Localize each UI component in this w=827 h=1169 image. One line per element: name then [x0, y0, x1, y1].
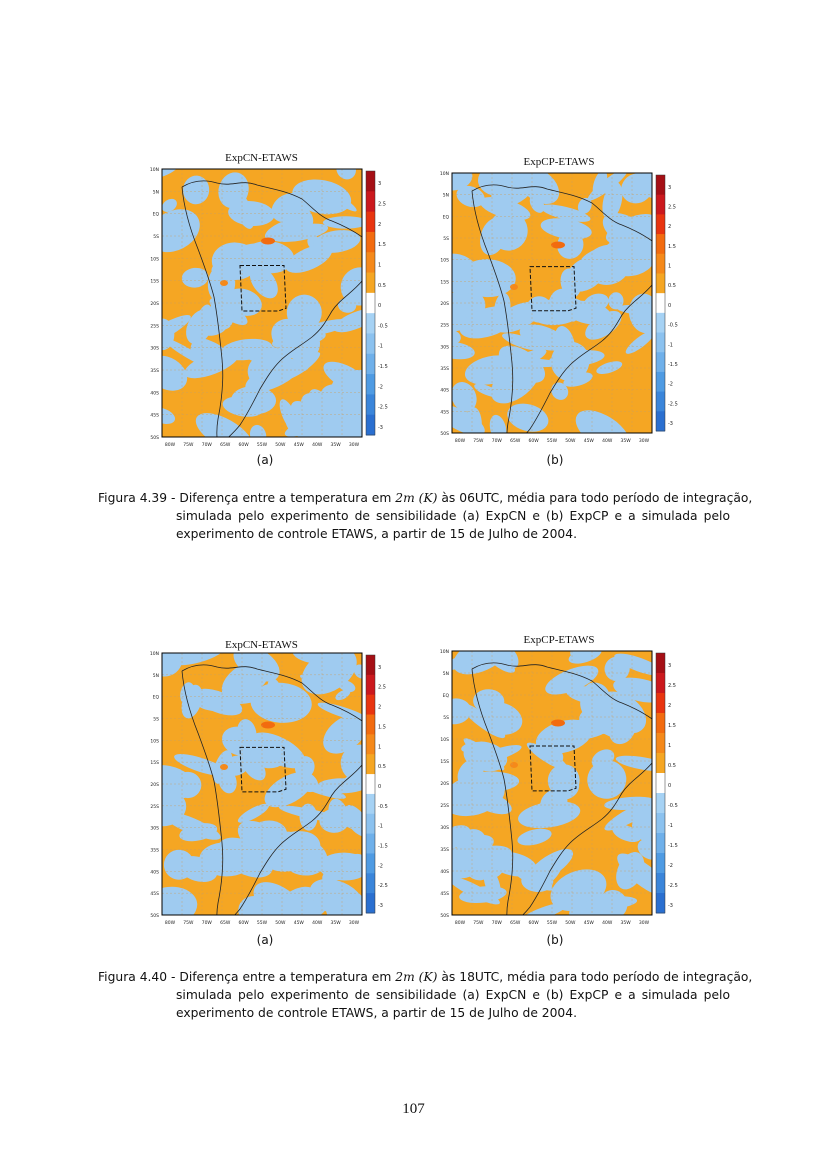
colorbar-tick-label: 0: [378, 303, 382, 310]
colorbar-segment: [366, 273, 375, 294]
colorbar-segment: [366, 252, 375, 273]
colorbar-segment: [656, 753, 665, 774]
lon-tick-label: 70W: [201, 921, 212, 926]
caption-math: 2m (K): [395, 491, 438, 505]
colorbar-segment: [366, 171, 375, 192]
colorbar-tick-label: 1: [378, 262, 382, 269]
lat-tick-label: 45S: [440, 892, 449, 897]
colorbar-tick-label: 1.5: [378, 242, 386, 249]
colorbar-segment: [366, 333, 375, 354]
colorbar-segment: [366, 212, 375, 233]
lat-tick-label: 35S: [150, 369, 159, 374]
panel-label: (a): [256, 933, 274, 947]
panel-title: ExpCP-ETAWS: [523, 156, 595, 168]
colorbar-tick-label: -2.5: [378, 883, 388, 890]
colorbar-segment: [656, 273, 665, 293]
map-area: [430, 649, 675, 935]
colorbar-tick-label: 0.5: [378, 764, 386, 771]
lon-tick-label: 50W: [565, 921, 576, 926]
colorbar-segment: [656, 833, 665, 854]
colorbar-segment: [366, 374, 375, 395]
colorbar-tick-label: 2: [668, 224, 672, 231]
colorbar-segment: [366, 293, 375, 314]
caption-text: Diferença entre a temperatura em: [179, 970, 392, 984]
colorbar-tick-label: -2: [668, 381, 673, 388]
colorbar-segment: [656, 813, 665, 834]
colorbar-segment: [366, 191, 375, 212]
colorbar-segment: [366, 853, 375, 873]
colorbar-tick-label: -1: [668, 342, 673, 349]
lon-tick-label: 55W: [546, 439, 558, 444]
colorbar-tick-label: -1: [378, 343, 383, 350]
colorbar-tick-label: -1.5: [378, 843, 388, 850]
lat-tick-label: EQ: [442, 694, 449, 699]
colorbar-segment: [656, 254, 665, 274]
panel-title: ExpCN-ETAWS: [225, 639, 298, 651]
lon-tick-label: 30W: [348, 443, 360, 448]
colorbar-tick-label: 0.5: [668, 283, 676, 290]
panel-title: ExpCP-ETAWS: [523, 634, 595, 646]
lon-tick-label: 40W: [602, 439, 613, 444]
lat-tick-label: 25S: [440, 323, 449, 329]
colorbar-tick-label: -3: [378, 903, 383, 910]
colorbar-tick-label: -2: [668, 863, 673, 869]
colorbar-segment: [366, 394, 375, 415]
colorbar-tick-label: 1: [668, 263, 672, 270]
lat-tick-label: EQ: [152, 212, 159, 218]
lat-tick-label: 15S: [150, 279, 159, 285]
colorbar-segment: [656, 773, 665, 794]
lat-tick-label: 5S: [443, 716, 449, 721]
colorbar-tick-label: 3: [668, 663, 672, 669]
colorbar-segment: [366, 754, 375, 774]
colorbar-segment: [656, 873, 665, 894]
lat-tick-label: 15S: [440, 760, 449, 765]
colorbar-segment: [656, 853, 665, 874]
colorbar-tick-label: 0: [378, 783, 382, 790]
lat-tick-label: 10S: [150, 739, 159, 745]
colorbar-tick-label: 2.5: [378, 201, 386, 208]
colorbar-segment: [366, 873, 375, 893]
lat-tick-label: 5N: [152, 673, 159, 679]
lat-tick-label: 5S: [153, 717, 159, 723]
lat-tick-label: 5N: [152, 190, 159, 196]
caption-text: às 06UTC, média para todo período de integração,: [441, 491, 753, 505]
colorbar-segment: [366, 794, 375, 814]
lat-tick-label: 35S: [440, 848, 449, 853]
map-area: [140, 651, 386, 935]
panel-label: (b): [546, 453, 564, 467]
colorbar-tick-label: -0.5: [668, 803, 678, 809]
lat-tick-label: 20S: [440, 302, 449, 307]
warm-anomaly-spot: [510, 284, 518, 290]
colorbar-tick-label: -0.5: [378, 803, 388, 810]
figure-4-39-panel-b: [430, 156, 685, 472]
lat-tick-label: EQ: [442, 215, 449, 221]
colorbar-segment: [366, 313, 375, 334]
caption-label: Figura 4.40 -: [98, 970, 176, 984]
figure-4-39-panel-a: [140, 152, 395, 472]
caption-text: simulada pelo experimento de sensibilidade (a) ExpCN e (b) ExpCP e a simulada pelo experimento de controle ETAWS, a partir de 15 de Julho de 2004.: [176, 509, 730, 541]
lat-tick-label: 30S: [440, 826, 449, 831]
colorbar-tick-label: -3: [378, 424, 383, 431]
lon-tick-label: 80W: [164, 443, 176, 448]
colorbar-segment: [656, 293, 665, 313]
lat-tick-label: 30S: [150, 346, 159, 352]
colorbar-segment: [366, 695, 375, 715]
colorbar-segment: [656, 175, 665, 195]
colorbar-segment: [656, 372, 665, 392]
colorbar-segment: [366, 814, 375, 834]
lat-tick-label: 10N: [149, 168, 159, 173]
lon-tick-label: 35W: [620, 439, 631, 444]
lat-tick-label: 5N: [442, 193, 449, 199]
lon-tick-label: 50W: [275, 443, 286, 448]
lon-tick-label: 50W: [565, 439, 576, 444]
lat-tick-label: 5S: [443, 237, 449, 242]
lat-tick-label: 25S: [150, 324, 159, 330]
colorbar-tick-label: 2.5: [378, 684, 386, 691]
colorbar-segment: [656, 733, 665, 754]
colorbar-segment: [366, 655, 375, 675]
lat-tick-label: 20S: [150, 783, 159, 788]
caption-label: Figura 4.39 -: [98, 491, 176, 505]
lon-tick-label: 40W: [312, 921, 323, 926]
colorbar-segment: [656, 713, 665, 734]
temperature-difference-map: [430, 649, 685, 935]
lat-tick-label: 20S: [150, 302, 159, 307]
colorbar-tick-label: -1: [668, 823, 673, 829]
lat-tick-label: 50S: [440, 432, 449, 437]
lon-tick-label: 45W: [293, 921, 304, 926]
lat-tick-label: 10S: [440, 258, 449, 264]
colorbar-segment: [656, 893, 665, 914]
temperature-difference-map: [430, 171, 685, 453]
colorbar-segment: [366, 893, 375, 913]
lat-tick-label: 45S: [440, 410, 449, 416]
lon-tick-label: 60W: [528, 439, 539, 444]
lat-tick-label: 40S: [150, 391, 159, 397]
lon-tick-label: 30W: [348, 921, 360, 926]
colorbar-tick-label: -2: [378, 863, 383, 870]
figure-4-40-panel-b: [430, 634, 685, 952]
colorbar-tick-label: 0.5: [378, 282, 386, 289]
lat-tick-label: 50S: [150, 914, 159, 919]
lat-tick-label: 10N: [149, 652, 159, 657]
lat-tick-label: 5N: [442, 672, 449, 677]
lon-tick-label: 80W: [454, 921, 466, 926]
colorbar-tick-label: -0.5: [378, 323, 388, 330]
colorbar-segment: [656, 352, 665, 372]
lon-tick-label: 30W: [638, 921, 650, 926]
lon-tick-label: 35W: [330, 921, 341, 926]
lon-tick-label: 70W: [491, 921, 502, 926]
map-area: [430, 171, 670, 453]
lon-tick-label: 60W: [238, 921, 249, 926]
panel-label: (b): [546, 933, 564, 947]
colorbar-tick-label: 2: [378, 704, 382, 711]
colorbar-tick-label: -0.5: [668, 322, 678, 329]
caption-math: 2m (K): [395, 970, 438, 984]
lon-tick-label: 75W: [473, 439, 484, 444]
lat-tick-label: 45S: [150, 413, 159, 419]
lat-tick-label: EQ: [152, 695, 159, 701]
lat-tick-label: 30S: [440, 345, 449, 351]
lat-tick-label: 50S: [440, 914, 449, 919]
colorbar-segment: [656, 392, 665, 412]
lon-tick-label: 75W: [183, 921, 194, 926]
colorbar-segment: [366, 774, 375, 794]
lat-tick-label: 35S: [150, 848, 159, 854]
colorbar-segment: [366, 415, 375, 436]
colorbar-tick-label: -1.5: [378, 363, 388, 370]
colorbar-tick-label: 2.5: [668, 683, 676, 689]
lon-tick-label: 65W: [510, 439, 521, 444]
lat-tick-label: 40S: [150, 870, 159, 876]
colorbar-tick-label: 1.5: [668, 243, 676, 250]
colorbar-tick-label: 1: [378, 744, 382, 751]
colorbar-tick-label: 2.5: [668, 204, 676, 211]
lon-tick-label: 75W: [183, 443, 194, 448]
lon-tick-label: 30W: [638, 439, 650, 444]
colorbar-segment: [656, 234, 665, 254]
colorbar-tick-label: 1: [668, 743, 672, 749]
colorbar-tick-label: -2.5: [668, 401, 678, 408]
lat-tick-label: 50S: [150, 436, 159, 441]
lat-tick-label: 10S: [150, 257, 159, 263]
warm-anomaly-spot: [261, 722, 275, 729]
lon-tick-label: 70W: [201, 443, 212, 448]
lat-tick-label: 5S: [153, 235, 159, 240]
lat-tick-label: 25S: [440, 804, 449, 809]
colorbar-tick-label: -1.5: [668, 843, 678, 849]
warm-anomaly-spot: [261, 238, 275, 245]
lon-tick-label: 45W: [293, 443, 304, 448]
colorbar-segment: [656, 313, 665, 333]
colorbar-segment: [656, 411, 665, 431]
lon-tick-label: 60W: [238, 443, 249, 448]
colorbar-segment: [366, 834, 375, 854]
colorbar-segment: [656, 693, 665, 714]
figure-4-40-panel-a: [140, 639, 395, 952]
lon-tick-label: 75W: [473, 921, 484, 926]
colorbar-segment: [656, 333, 665, 353]
lat-tick-label: 35S: [440, 367, 449, 372]
lon-tick-label: 65W: [220, 921, 231, 926]
lon-tick-label: 45W: [583, 921, 594, 926]
colorbar-tick-label: 1.5: [378, 724, 386, 731]
lat-tick-label: 40S: [440, 870, 449, 875]
lon-tick-label: 55W: [256, 443, 268, 448]
colorbar-tick-label: -2: [378, 384, 383, 391]
colorbar-tick-label: 2: [378, 221, 382, 228]
lat-tick-label: 10N: [439, 172, 449, 177]
colorbar-tick-label: 3: [668, 184, 672, 191]
colorbar-tick-label: 0: [668, 783, 672, 789]
lon-tick-label: 65W: [510, 921, 521, 926]
lat-tick-label: 30S: [150, 826, 159, 832]
figure-caption: [98, 968, 753, 1022]
lon-tick-label: 35W: [330, 443, 341, 448]
colorbar-segment: [656, 793, 665, 814]
colorbar-tick-label: 0.5: [668, 763, 676, 769]
caption-text: às 18UTC, média para todo período de integração,: [441, 970, 753, 984]
lon-tick-label: 40W: [312, 443, 323, 448]
lat-tick-label: 20S: [440, 782, 449, 787]
lon-tick-label: 80W: [454, 439, 466, 444]
lat-tick-label: 10S: [440, 738, 449, 743]
lon-tick-label: 80W: [164, 921, 176, 926]
lon-tick-label: 40W: [602, 921, 613, 926]
colorbar-segment: [366, 675, 375, 695]
colorbar-tick-label: -3: [668, 421, 673, 428]
colorbar-segment: [656, 653, 665, 674]
colorbar-tick-label: 3: [378, 664, 382, 671]
caption-text: Diferença entre a temperatura em: [179, 491, 392, 505]
colorbar-segment: [656, 195, 665, 215]
colorbar-segment: [656, 214, 665, 234]
warm-anomaly-spot: [220, 764, 228, 770]
lon-tick-label: 70W: [491, 439, 502, 444]
colorbar-tick-label: -1: [378, 823, 383, 830]
colorbar-segment: [366, 715, 375, 735]
lon-tick-label: 65W: [220, 443, 231, 448]
page-number: 107: [402, 1101, 425, 1117]
colorbar-segment: [366, 734, 375, 754]
warm-anomaly-spot: [510, 762, 518, 768]
colorbar-segment: [366, 354, 375, 375]
colorbar-tick-label: 0: [668, 302, 672, 309]
lat-tick-label: 25S: [150, 804, 159, 810]
lon-tick-label: 60W: [528, 921, 539, 926]
temperature-difference-map: [140, 167, 395, 457]
panel-title: ExpCN-ETAWS: [225, 152, 298, 164]
lat-tick-label: 15S: [440, 280, 449, 286]
colorbar-segment: [366, 232, 375, 253]
warm-anomaly-spot: [551, 720, 565, 727]
colorbar-tick-label: -2.5: [378, 404, 388, 411]
colorbar-tick-label: -3: [668, 903, 673, 909]
colorbar-tick-label: 2: [668, 703, 672, 709]
panel-label: (a): [256, 453, 274, 467]
lat-tick-label: 45S: [150, 892, 159, 898]
caption-text: simulada pelo experimento de sensibilidade (a) ExpCN e (b) ExpCP e a simulada pelo experimento de controle ETAWS, a partir de 15 de Julho de 2004.: [176, 988, 730, 1020]
lon-tick-label: 35W: [620, 921, 631, 926]
colorbar-segment: [656, 673, 665, 694]
lat-tick-label: 40S: [440, 388, 449, 394]
map-area: [140, 167, 386, 457]
lon-tick-label: 55W: [256, 921, 268, 926]
warm-anomaly-spot: [220, 280, 228, 286]
temperature-difference-map: [140, 651, 395, 935]
lon-tick-label: 55W: [546, 921, 558, 926]
colorbar-tick-label: -1.5: [668, 362, 678, 369]
lat-tick-label: 15S: [150, 761, 159, 767]
lon-tick-label: 45W: [583, 439, 594, 444]
figure-caption: [98, 489, 753, 543]
colorbar-tick-label: 3: [378, 181, 382, 188]
lon-tick-label: 50W: [275, 921, 286, 926]
warm-anomaly-spot: [551, 242, 565, 249]
colorbar-tick-label: 1.5: [668, 723, 676, 729]
lat-tick-label: 10N: [439, 650, 449, 655]
colorbar-tick-label: -2.5: [668, 883, 678, 889]
